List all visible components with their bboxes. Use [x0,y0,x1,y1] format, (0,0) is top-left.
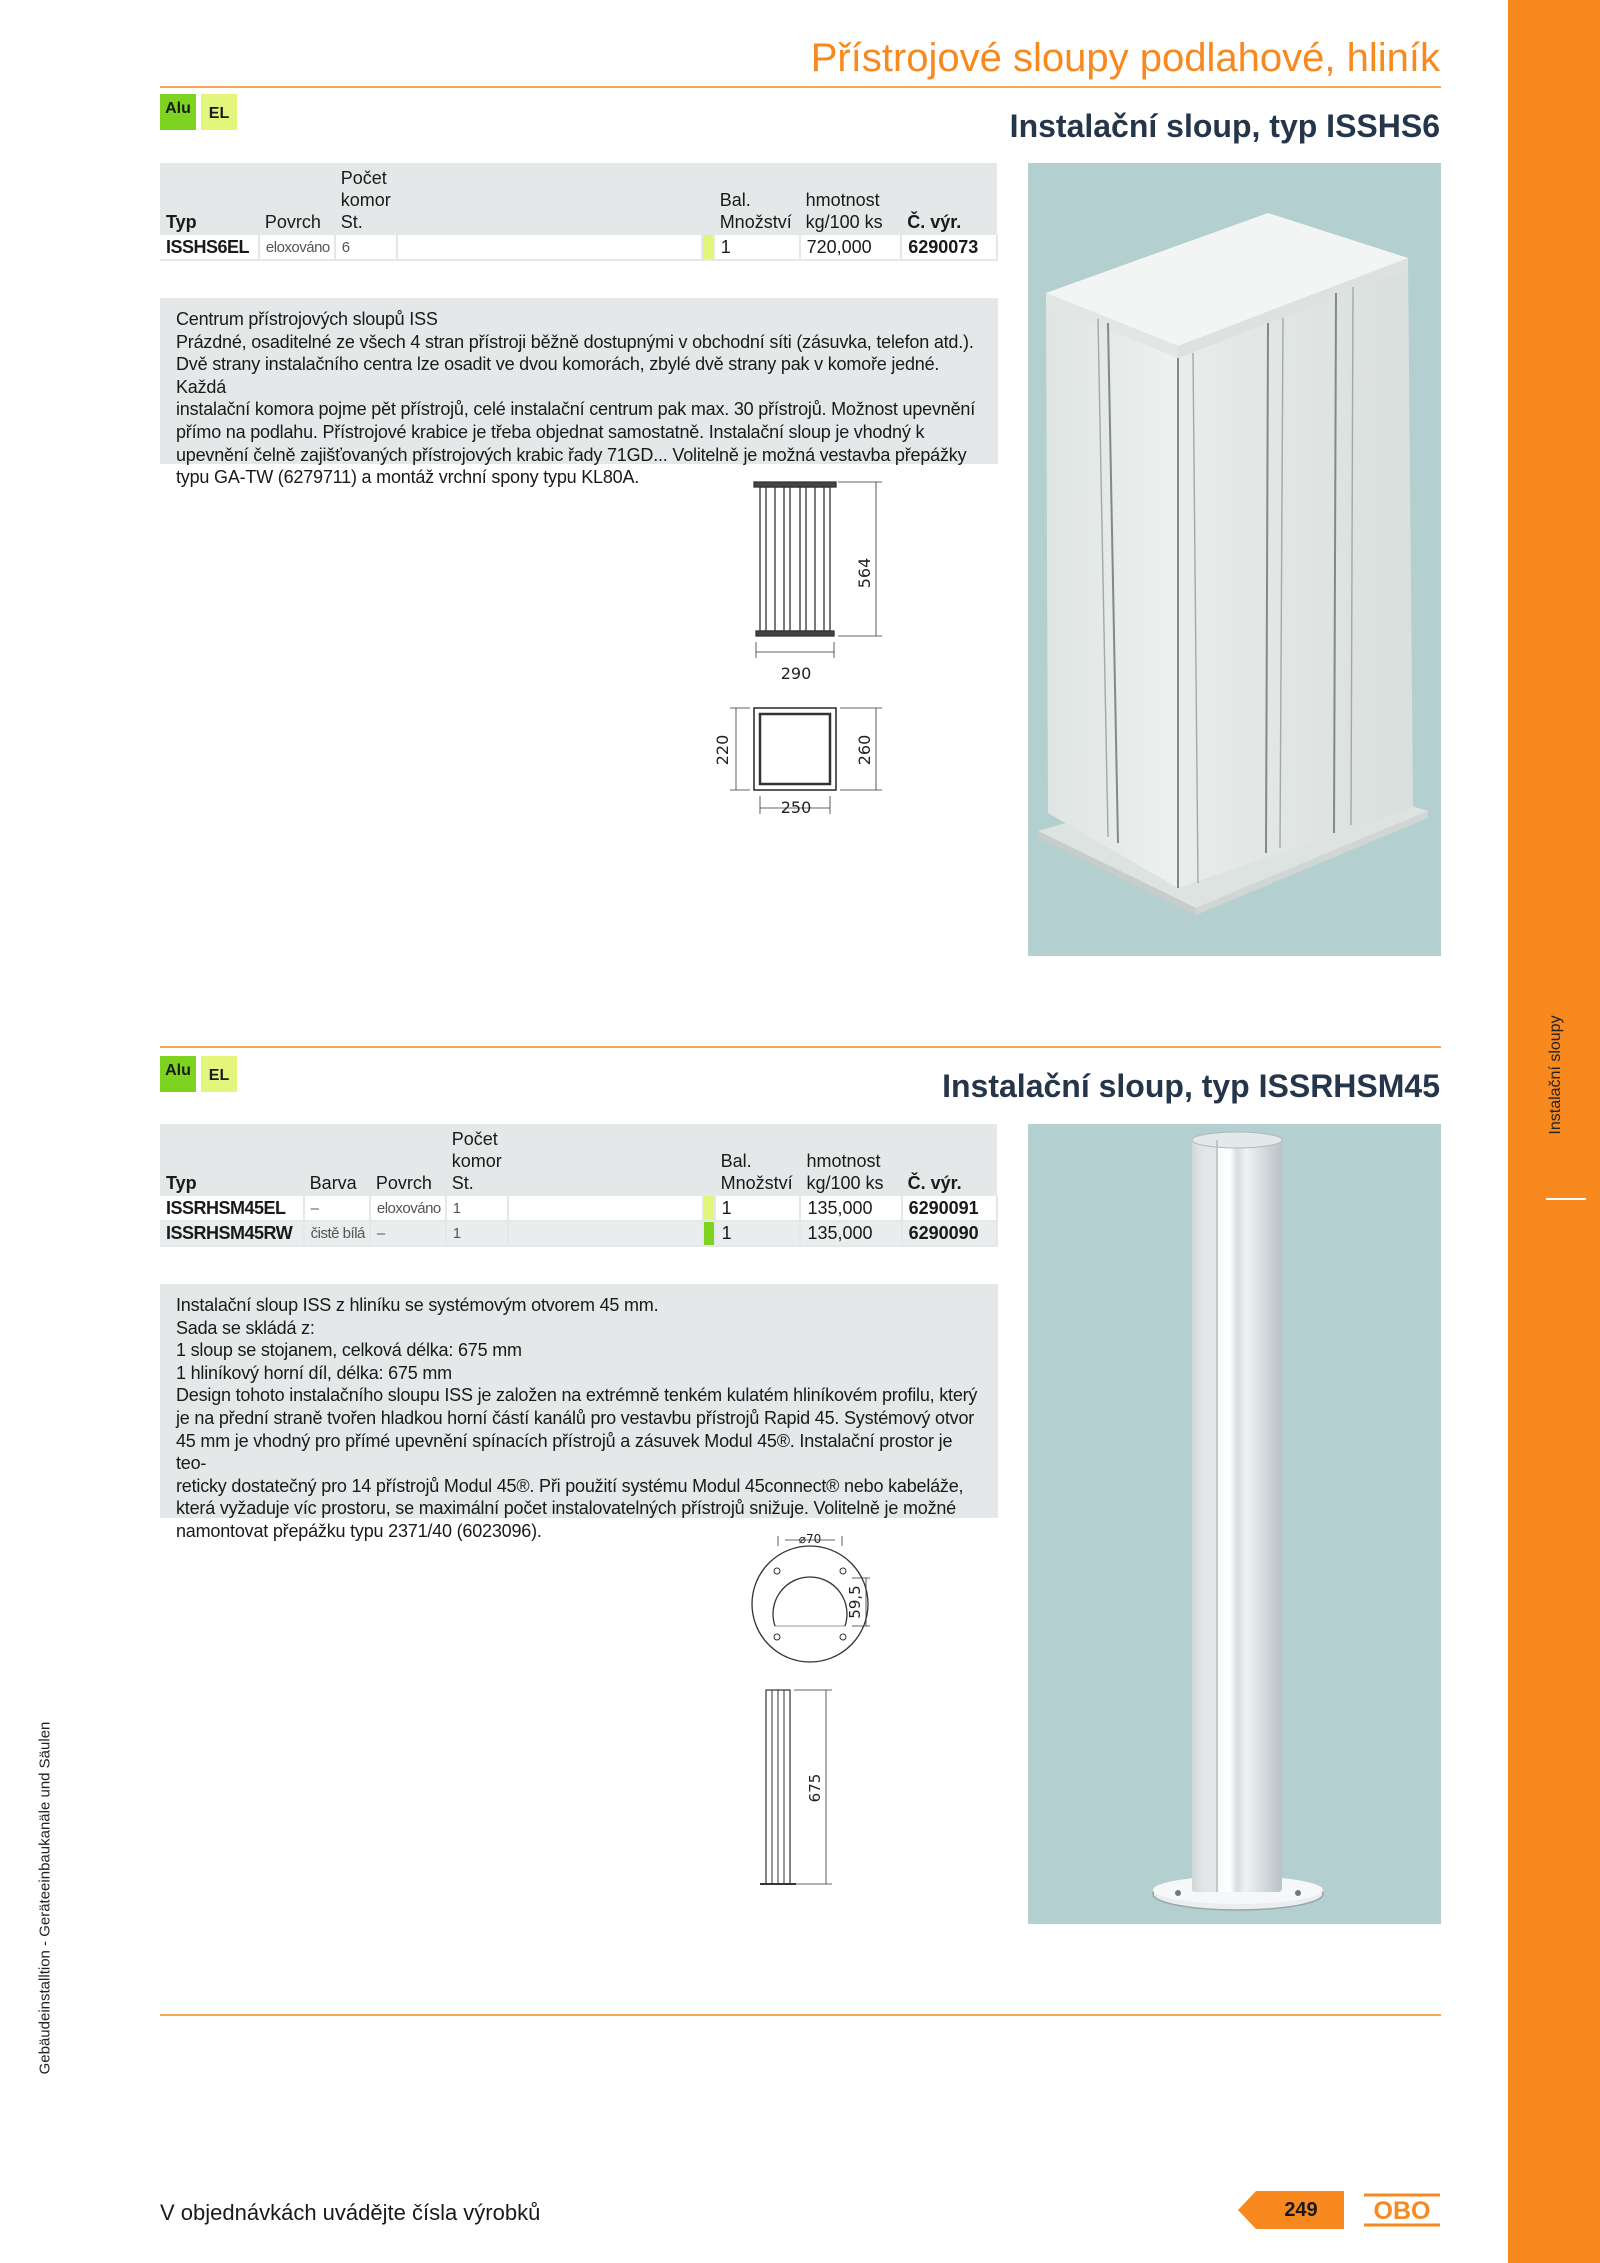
table-row [160,1221,997,1246]
dim-top-width: 290 [780,664,812,683]
badge-el: EL [201,94,237,130]
product-title: Instalační sloup, typ ISSRHSM45 [942,1068,1440,1104]
cell-bal: 1 [715,1196,801,1221]
cell-pocet: 1 [446,1196,508,1221]
header-artnr: Č. výr. [907,1173,962,1193]
cell-hmotnost: 135,000 [800,1196,901,1221]
table-header-row [160,163,997,235]
header-artnr: Č. výr. [907,212,962,232]
footer-note: V objednávkách uvádějte čísla výrobků [160,2200,541,2225]
cell-artnr: 6290073 [901,235,997,260]
header-rule [160,86,1441,88]
header-povrch: Povrch [264,212,321,232]
footer-rule [160,2014,1441,2016]
status-marker [703,1221,715,1246]
status-marker [703,1196,715,1221]
dim-height: 564 [855,557,874,589]
dim-inner: 220 [713,734,732,766]
column-illustration [1028,163,1441,956]
cell-hmotnost: 135,000 [800,1221,901,1246]
header-hmotnost: hmotnost kg/100 ks [805,190,883,232]
header-pocet: Počet komor St. [340,168,391,232]
dim-depth: 59,5 [846,1585,864,1619]
logo-text: OBO [1373,2197,1431,2225]
catalog-section-text: Gebäudeinstalltion - Geräteeinbaukanäle und Säulen [36,1721,54,2075]
cell-povrch: eloxováno [370,1196,446,1221]
product-photo [1028,163,1441,956]
product-description: Instalační sloup ISS z hliníku se systémovým otvorem 45 mm. Sada se skládá z: 1 sloup se stojanem, celková délka: 675 mm 1 hliníkový horní díl, délka: 675 mm Design tohoto instalačního sloupu ISS je založen na extrémně tenkém kulatém hliníkovém profilu, který je na přední straně tvořen hladkou horní částí kanálů pro vestavbu přístrojů Rapid 45. Systémový otvor 45 mm je vhodný pro přímé upevnění spínacích přístrojů a zásuvek Modul 45®. Instalační prostor je teo- reticky dostatečný pro 14 přístrojů Modul 45®. Při použití systému Modul 45connect® nebo kabeláže, která vyžaduje víc prostoru, se maximální počet instalovatelných přístrojů snižuje. Volitelně je možné namontovat přepážku typu 2371/40 (6023096). [160,1284,998,1518]
header-hmotnost: hmotnost kg/100 ks [806,1151,884,1193]
cell-typ: ISSRHSM45RW [160,1221,304,1246]
header-povrch: Povrch [375,1173,432,1193]
sidebar-tick [1546,1198,1586,1200]
section-rule [160,1046,1441,1048]
cell-hmotnost: 720,000 [800,235,902,260]
cell-povrch: – [370,1221,446,1246]
cell-pocet: 6 [335,235,397,260]
product-title: Instalační sloup, typ ISSHS6 [1009,108,1440,144]
header-barva: Barva [309,1173,357,1193]
header-typ: Typ [166,1173,197,1193]
page-number: 249 [1284,2199,1318,2221]
cell-pocet: 1 [446,1221,508,1246]
header-bal: Bal. Množství [720,1151,793,1193]
cell-typ: ISSHS6EL [160,235,259,260]
cell-povrch: eloxováno [259,235,335,260]
dim-diameter: ⌀70 [798,1532,822,1546]
table-row [160,235,997,260]
table-header-row [160,1124,997,1196]
badge-alu: Alu [160,94,196,130]
cell-barva: – [304,1196,370,1221]
header-bal: Bal. Množství [719,190,792,232]
column-illustration [1028,1124,1441,1924]
dim-height: 675 [806,1773,824,1803]
technical-drawing [700,470,900,830]
badge-el: EL [201,1056,237,1092]
spec-table [160,163,998,261]
status-marker [702,235,714,260]
technical-drawing [720,1526,880,1886]
cell-artnr: 6290091 [902,1196,997,1221]
product-photo [1028,1124,1441,1924]
obo-logo [1362,2190,1442,2230]
dim-outer: 260 [855,734,874,766]
cell-bal: 1 [714,235,800,260]
page-title: Přístrojové sloupy podlahové, hliník [810,36,1440,80]
cell-barva: čistě bílá [304,1221,370,1246]
spec-table [160,1124,998,1247]
header-pocet: Počet komor St. [451,1129,502,1193]
product-description: Centrum přístrojových sloupů ISS Prázdné, osaditelné ze všech 4 stran přístroji běžně dostupnými v obchodní síti (zásuvka, telefon atd.). Dvě strany instalačního centra lze osadit ve dvou komorách, zbylé dvě strany pak v komoře jedné. Každá instalační komora pojme pět přístrojů, celé instalační centrum pak max. 30 přístrojů. Možnost upevnění přímo na podlahu. Přístrojové krabice je třeba objednat samostatně. Instalační sloup je vhodný k upevnění čelně zajišťovaných přístrojových krabic řady 71GD... Volitelně je možná vestavba přepážky typu GA-TW (6279711) a montáž vrchní spony typu KL80A. [160,298,998,464]
table-row [160,1196,997,1221]
cell-bal: 1 [715,1221,801,1246]
dim-base-width: 250 [780,798,812,817]
header-typ: Typ [166,212,197,232]
sidebar-section-label: Instalační sloupy [1547,1015,1564,1135]
cell-typ: ISSRHSM45EL [160,1196,304,1221]
cell-artnr: 6290090 [902,1221,997,1246]
badge-alu: Alu [160,1056,196,1092]
